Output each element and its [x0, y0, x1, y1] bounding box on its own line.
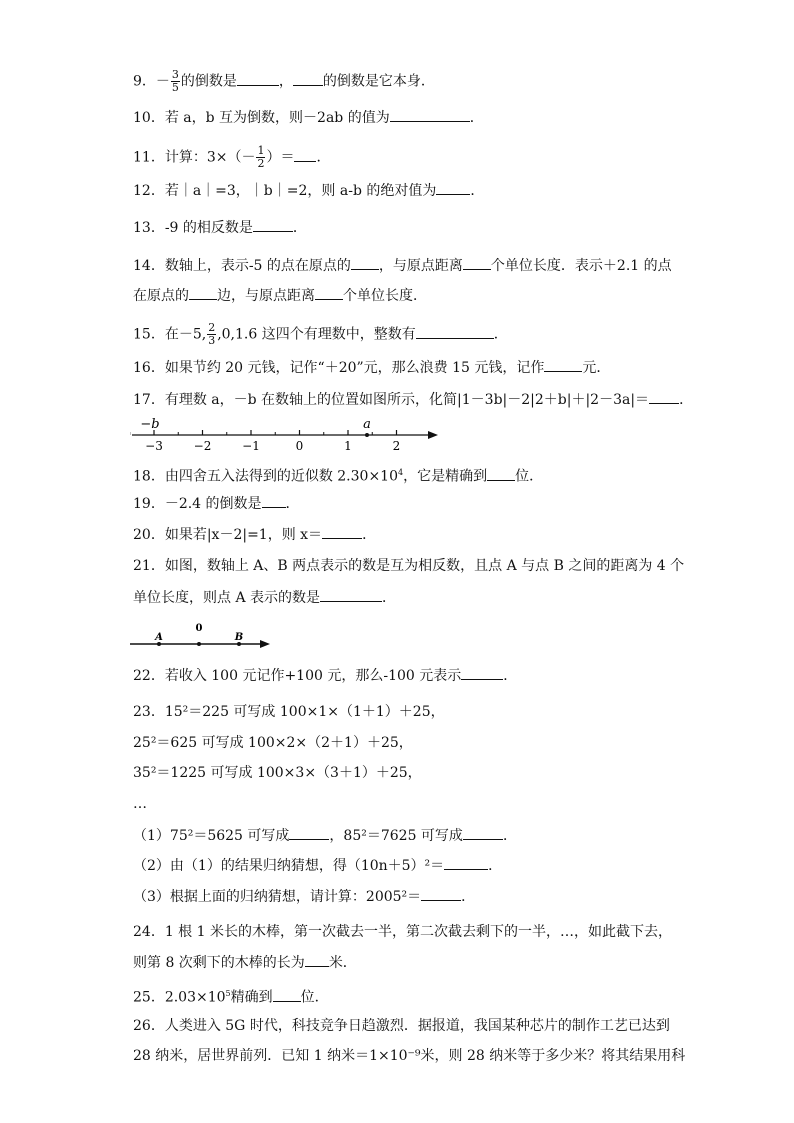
question-15: 15．在－5, $\frac{2}{3}$ ,0,1.6 这四个有理数中，整数有 ． [133, 321, 508, 347]
question-11: 11．计算：3×（－ $\frac{1}{2}$ ）＝ ． [133, 144, 331, 170]
fraction-1-2: $\frac{1}{2}$ [257, 144, 265, 170]
tick-label: 0 [295, 439, 304, 453]
answer-blank[interactable] [421, 887, 461, 901]
label-B: B [234, 632, 244, 643]
question-21-line-1: 21．如图，数轴上 A、B 两点表示的数是互为相反数，且点 A 与点 B 之间的距离为 4 个 [133, 558, 685, 574]
tick-label: −2 [193, 439, 212, 453]
origin-point [197, 642, 201, 646]
fraction-3-5: $\frac{3}{5}$ [171, 68, 179, 94]
question-10: 10．若 a，b 互为倒数，则－2ab 的值为 ． [133, 110, 484, 126]
question-16: 16．如果节约 20 元钱，记作“＋20”元，那么浪费 15 元钱，记作 元． [133, 360, 611, 376]
question-18: 18．由四舍五入法得到的近似数 $2.30\times 10^4$，它是精确到 位． [133, 468, 544, 485]
question-14-line-1: 14．数轴上，表示-5 的点在原点的 ，与原点距离 个单位长度．表示＋2.1 的点 [133, 258, 672, 274]
tick-label: 2 [392, 439, 401, 453]
fraction-2-3: $\frac{2}{3}$ [208, 321, 216, 347]
question-19: 19．－2.4 的倒数是 ． [133, 496, 300, 512]
answer-blank[interactable] [262, 494, 286, 508]
answer-blank[interactable] [289, 826, 329, 840]
answer-blank[interactable] [189, 286, 217, 300]
answer-blank[interactable] [487, 467, 515, 481]
tick-label: 1 [344, 439, 352, 453]
question-24-line-2: 则第 8 次剩下的木棒的长为 米． [133, 955, 357, 971]
answer-blank[interactable] [294, 148, 316, 162]
question-25: 25．$2.03\times 10^5$精确到 位． [133, 989, 329, 1006]
question-17: 17．有理数 a，－b 在数轴上的位置如图所示，化简|1－3b|－2|2＋b|＋|2－3a|＝ ． [133, 392, 694, 408]
answer-blank[interactable] [461, 666, 503, 680]
answer-blank[interactable] [253, 218, 293, 232]
answer-blank[interactable] [649, 390, 679, 404]
axis-arrow [428, 431, 438, 439]
answer-blank[interactable] [463, 826, 503, 840]
label-0: 0 [195, 623, 203, 634]
tick-label: −1 [242, 439, 260, 453]
answer-blank[interactable] [273, 988, 301, 1002]
answer-blank[interactable] [444, 856, 488, 870]
question-23-part-3: （3）根据上面的归纳猜想，请计算：2005²＝ ． [133, 889, 476, 905]
question-14-line-2: 在原点的 边，与原点距离 个单位长度． [133, 288, 427, 304]
answer-blank[interactable] [237, 72, 279, 86]
question-22: 22．若收入 100 元记作+100 元，那么-100 元表示 ． [133, 668, 518, 684]
question-23-line-3: 35²＝1225 可写成 100×3×（3＋1）＋25， [133, 765, 422, 781]
question-26-line-2: 28 纳米，居世界前列．已知 1 纳米＝1×10⁻⁹米，则 28 纳米等于多少米？将其结果用科 [133, 1048, 686, 1064]
axis-arrow [260, 640, 270, 648]
answer-blank[interactable] [315, 286, 343, 300]
answer-blank[interactable] [463, 256, 491, 270]
question-12: 12．若｜a｜=3，｜b｜=2，则 a-b 的绝对值为 ． [133, 183, 485, 199]
answer-blank[interactable] [322, 525, 362, 539]
question-9: 9．－ $\frac{3}{5}$ 的倒数是 ， 的倒数是它本身． [133, 68, 435, 94]
point-a [365, 433, 369, 437]
number-line-17 [130, 413, 450, 455]
question-26-line-1: 26．人类进入 5G 时代，科技竞争日趋激烈．据报道，我国某种芯片的制作工艺已达到 [133, 1018, 670, 1034]
answer-blank[interactable] [416, 325, 494, 339]
answer-blank[interactable] [293, 72, 323, 86]
answer-blank[interactable] [351, 256, 379, 270]
question-23-part-1: （1）75²＝5625 可写成 ，85²＝7625 可写成 ． [133, 828, 517, 844]
label-A: A [155, 632, 163, 643]
answer-blank[interactable] [390, 108, 470, 122]
answer-blank[interactable] [320, 588, 382, 602]
label-neg-b: −b [140, 417, 160, 432]
tick-label: −3 [145, 439, 163, 453]
answer-blank[interactable] [305, 953, 329, 967]
question-20: 20．如果若|x－2|=1，则 x＝ ． [133, 527, 377, 543]
answer-blank[interactable] [544, 358, 582, 372]
question-23-line-2: 25²＝625 可写成 100×2×（2＋1）＋25， [133, 735, 413, 751]
answer-blank[interactable] [436, 181, 470, 195]
question-23-part-2: （2）由（1）的结果归纳猜想，得（10n＋5）²＝ ． [133, 858, 503, 874]
question-21-line-2: 单位长度，则点 A 表示的数是 ． [133, 590, 397, 606]
label-a: a [363, 417, 371, 432]
question-13: 13．-9 的相反数是 ． [133, 220, 307, 236]
number-line-21 [128, 620, 278, 656]
question-23-ellipsis: … [133, 796, 147, 812]
question-23-line-1: 23．15²＝225 可写成 100×1×（1＋1）＋25， [133, 704, 445, 720]
question-24-line-1: 24．1 根 1 米长的木棒，第一次截去一半，第二次截去剩下的一半，…，如此截下去， [133, 924, 672, 940]
